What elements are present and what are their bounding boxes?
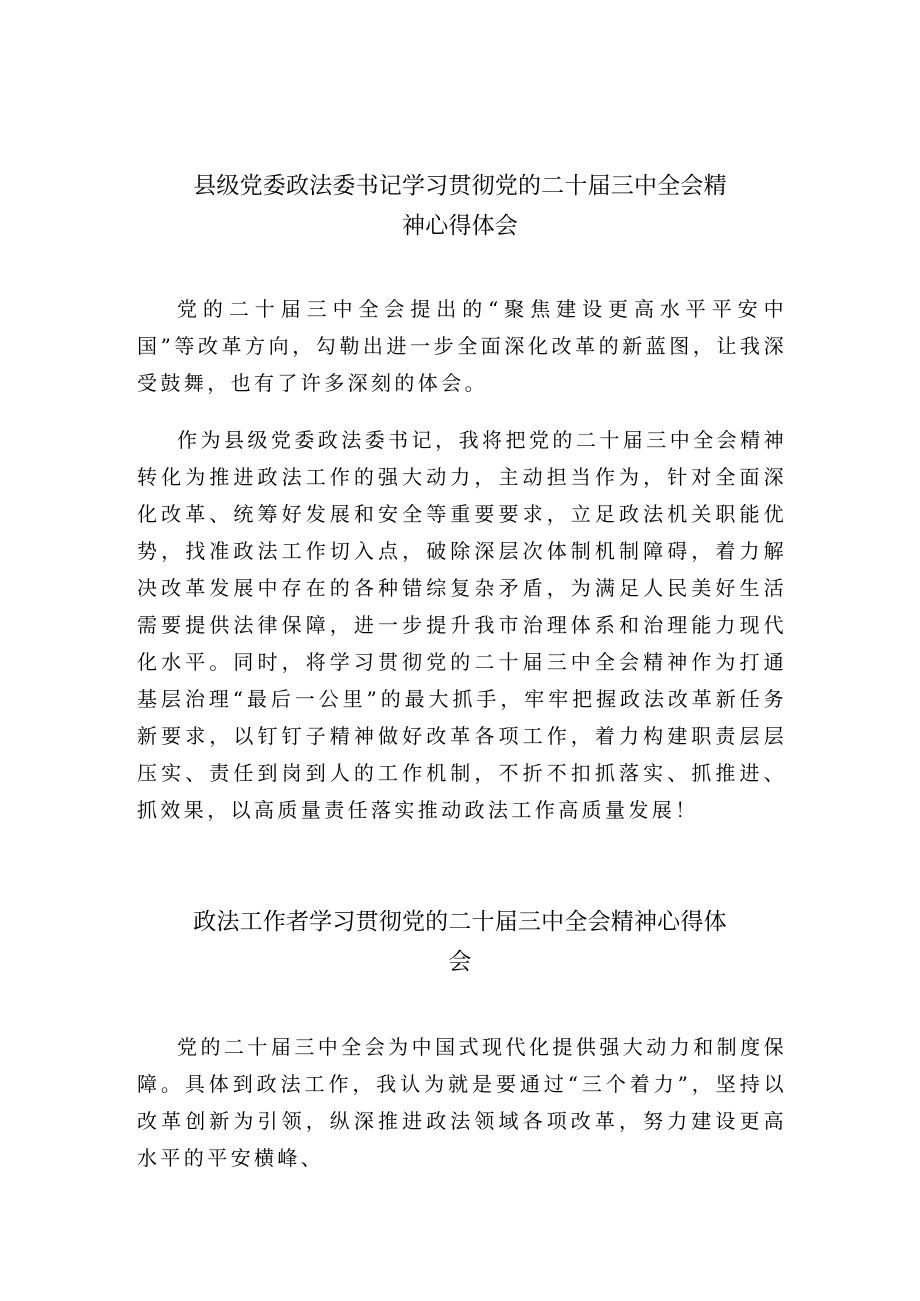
section-2-paragraph-1: 党的二十届三中全会为中国式现代化提供强大动力和制度保障。具体到政法工作，我认为就是要通过“三个着力”，坚持以改革创新为引领，纵深推进政法领域各项改革，努力建设更高水平的平安横峰、 <box>137 1035 787 1170</box>
section-1-paragraph-1: 党的二十届三中全会提出的“聚焦建设更高水平平安中国”等改革方向，勾勒出进一步全面深化改革的新蓝图，让我深受鼓舞，也有了许多深刻的体会。 <box>137 297 787 395</box>
section-2-title <box>140 902 780 982</box>
section-1-paragraph-2: 作为县级党委政法委书记，我将把党的二十届三中全会精神转化为推进政法工作的强大动力，主动担当作为，针对全面深化改革、统筹好发展和安全等重要要求，立足政法机关职能优势，找准政法工作切入点，破除深层次体制机制障碍，着力解决改革发展中存在的各种错综复杂矛盾，为满足人民美好生活需要提供法律保障，进一步提升我市治理体系和治理能力现代化水平。同时，将学习贯彻党的二十届三中全会精神作为打通基层治理“最后一公里”的最大抓手，牢牢把握政法改革新任务新要求，以钉钉子精神做好改革各项工作，着力构建职责层层压实、责任到岗到人的工作机制，不折不扣抓落实、抓推进、抓效果，以高质量责任落实推动政法工作高质量发展！ <box>137 428 787 822</box>
section-2-title-line-2: 会 <box>448 949 472 975</box>
section-1-title-line-1: 县级党委政法委书记学习贯彻党的二十届三中全会精 <box>193 173 727 199</box>
section-2-title-line-1: 政法工作者学习贯彻党的二十届三中全会精神心得体 <box>193 909 727 935</box>
section-1-title-line-2: 神心得体会 <box>402 213 518 239</box>
section-1-title <box>140 166 780 246</box>
